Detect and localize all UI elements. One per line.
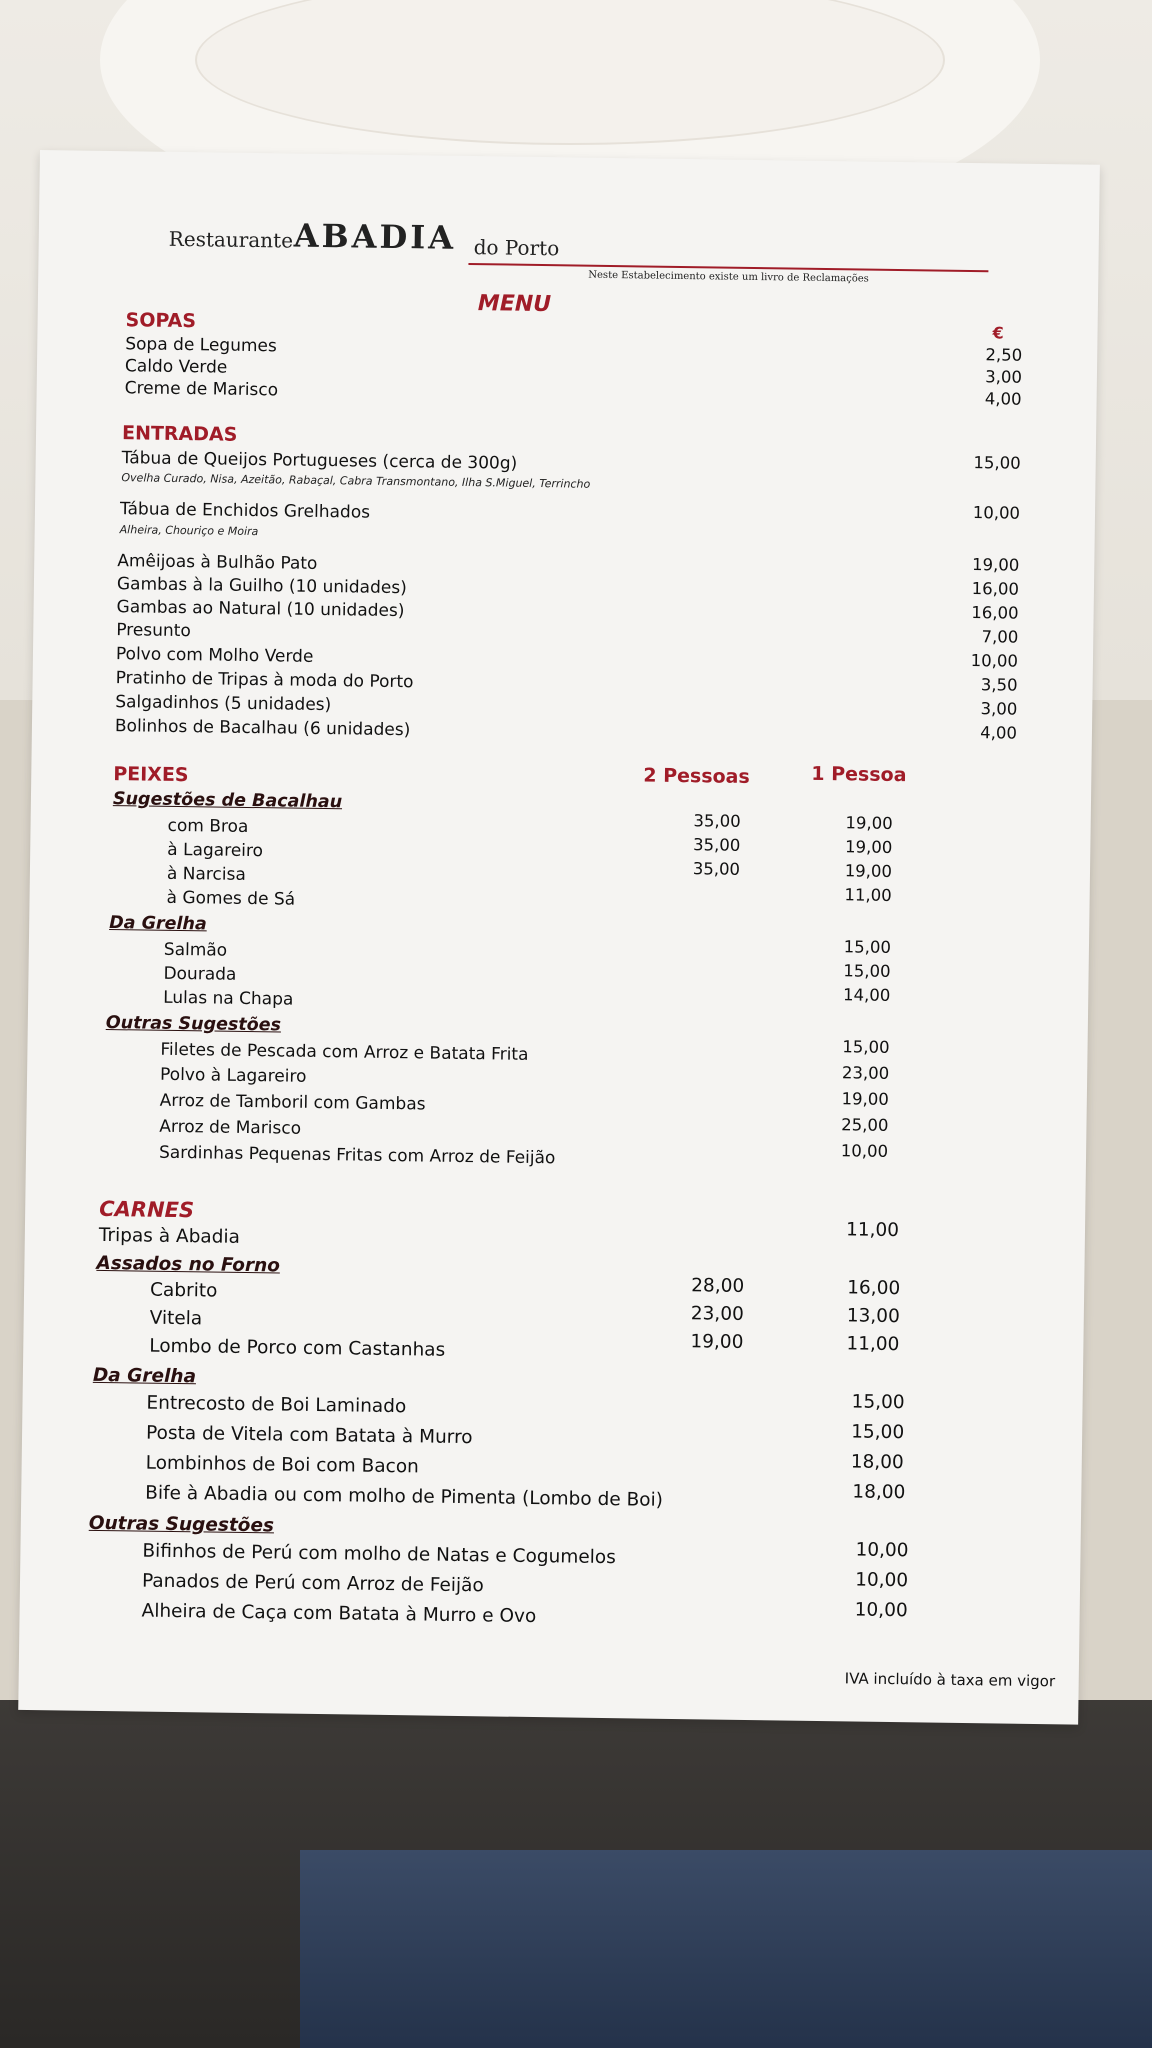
menu-item: Entrecosto de Boi Laminado <box>146 1392 407 1418</box>
menu-item: Lombo de Porco com Castanhas <box>149 1335 446 1361</box>
item-note: Alheira, Chouriço e Moira <box>119 523 259 539</box>
menu-item: Pratinho de Tripas à moda do Porto <box>115 668 414 693</box>
currency-symbol: € <box>992 323 1004 343</box>
menu-item: com Broa <box>167 815 249 837</box>
subsection-da-grelha: Da Grelha <box>92 1364 197 1388</box>
item-price-one: 10,00 <box>855 1539 909 1562</box>
section-title-sopas: SOPAS <box>125 309 197 333</box>
menu-item: Presunto <box>116 620 191 642</box>
menu-item: Bolinhos de Bacalhau (6 unidades) <box>114 716 411 741</box>
item-price-one: 18,00 <box>850 1451 904 1474</box>
item-price-one: 13,00 <box>846 1305 900 1328</box>
menu-item: à Lagareiro <box>167 839 264 862</box>
item-price: 4,00 <box>980 723 1018 743</box>
menu-item: à Gomes de Sá <box>166 887 296 910</box>
menu-item: Caldo Verde <box>124 356 228 378</box>
item-price: 16,00 <box>971 603 1019 623</box>
menu-item: Lulas na Chapa <box>163 987 294 1010</box>
item-price-one: 19,00 <box>844 861 893 881</box>
menu-item: Salmão <box>163 939 228 961</box>
brand-suffix: do Porto <box>473 235 560 261</box>
item-price-one: 11,00 <box>846 1333 900 1356</box>
menu-item: Amêijoas à Bulhão Pato <box>117 551 318 574</box>
menu-item: Sopa de Legumes <box>125 334 277 357</box>
menu-item: Dourada <box>163 963 237 985</box>
tax-note: IVA incluído à taxa em vigor <box>844 1669 1056 1691</box>
item-price-one: 15,00 <box>842 1037 890 1057</box>
menu-item: Tripas à Abadia <box>98 1224 241 1248</box>
menu-item: Vitela <box>149 1307 203 1330</box>
column-header-one-person: 1 Pessoa <box>811 762 907 787</box>
item-price: 10,00 <box>972 503 1021 523</box>
subsection-assados-no-forno: Assados no Forno <box>96 1252 281 1277</box>
menu-item: Polvo à Lagareiro <box>159 1064 307 1087</box>
item-price-one: 15,00 <box>851 1421 905 1444</box>
jeans-fabric <box>300 1850 1152 2048</box>
item-price-one: 19,00 <box>845 813 893 833</box>
item-price-two: 35,00 <box>693 811 741 831</box>
menu-item: Arroz de Marisco <box>159 1116 302 1139</box>
item-price-one: 25,00 <box>841 1115 889 1135</box>
item-price-two: 28,00 <box>691 1275 745 1297</box>
item-price-one: 15,00 <box>851 1391 905 1414</box>
item-price-two: 19,00 <box>690 1331 744 1353</box>
item-price-one: 16,00 <box>847 1277 901 1300</box>
item-price-one: 15,00 <box>843 961 891 981</box>
menu-sheet <box>18 150 1100 1725</box>
menu-item: Polvo com Molho Verde <box>115 644 314 667</box>
item-price-one: 19,00 <box>841 1089 889 1109</box>
item-price-one: 11,00 <box>844 885 892 905</box>
column-header-two-persons: 2 Pessoas <box>643 764 750 788</box>
menu-item: Lombinhos de Boi com Bacon <box>145 1452 419 1478</box>
item-price: 2,50 <box>985 345 1023 365</box>
section-title-entradas: ENTRADAS <box>121 422 238 446</box>
item-price-one: 10,00 <box>854 1569 909 1592</box>
menu-title: MENU <box>477 291 552 318</box>
menu-item: Alheira de Caça com Batata à Murro e Ovo <box>141 1600 537 1628</box>
item-price-two: 23,00 <box>690 1303 744 1325</box>
menu-item: Bife à Abadia ou com molho de Pimenta (Lombo de Boi) <box>145 1482 664 1511</box>
subsection-bacalhau: Sugestões de Bacalhau <box>112 789 343 813</box>
subsection-outras-sugestoes: Outras Sugestões <box>88 1512 275 1537</box>
item-price-one: 19,00 <box>844 837 893 857</box>
item-price-one: 10,00 <box>840 1141 889 1161</box>
menu-item: Gambas à la Guilho (10 unidades) <box>116 574 407 599</box>
item-note: Ovelha Curado, Nisa, Azeitão, Rabaçal, Cabra Transmontano, Ilha S.Miguel, Terrincho <box>121 471 591 491</box>
subsection-da-grelha: Da Grelha <box>109 913 207 935</box>
item-price-two: 35,00 <box>692 835 741 855</box>
item-price-one: 15,00 <box>843 937 892 957</box>
brand-prefix: Restaurante <box>168 226 294 253</box>
complaints-note: Neste Estabelecimento existe um livro de Reclamações <box>588 269 869 285</box>
section-title-carnes: CARNES <box>99 1196 195 1223</box>
item-price-one: 11,00 <box>845 1219 900 1242</box>
item-price: 3,00 <box>980 699 1018 719</box>
menu-item: Tábua de Enchidos Grelhados <box>119 499 371 523</box>
restaurant-header <box>168 207 1049 299</box>
brand-name: ABADIA <box>293 216 457 257</box>
item-price: 19,00 <box>971 555 1020 575</box>
item-price: 3,50 <box>980 675 1018 695</box>
item-price: 15,00 <box>973 453 1021 473</box>
menu-item: Filetes de Pescada com Arroz e Batata Frita <box>160 1039 529 1065</box>
menu-item: Tábua de Queijos Portugueses (cerca de 300g) <box>121 448 518 474</box>
item-price: 7,00 <box>981 627 1019 647</box>
item-price-one: 14,00 <box>842 985 891 1005</box>
item-price: 4,00 <box>984 389 1022 409</box>
item-price: 16,00 <box>971 579 1020 599</box>
menu-item: Sardinhas Pequenas Fritas com Arroz de Feijão <box>158 1142 556 1169</box>
menu-item: Cabrito <box>149 1279 218 1302</box>
item-price-one: 10,00 <box>854 1599 908 1622</box>
menu-item: Gambas ao Natural (10 unidades) <box>116 597 405 622</box>
menu-item: Bifinhos de Perú com molho de Natas e Cogumelos <box>142 1540 616 1569</box>
menu-item: Creme de Marisco <box>124 378 279 401</box>
menu-item: Posta de Vitela com Batata à Murro <box>145 1422 473 1449</box>
item-price-two: 35,00 <box>692 859 741 879</box>
item-price: 3,00 <box>985 367 1023 387</box>
section-title-peixes: PEIXES <box>113 763 189 787</box>
item-price-one: 23,00 <box>841 1063 890 1083</box>
menu-item: Panados de Perú com Arroz de Feijão <box>141 1570 484 1597</box>
item-price-one: 18,00 <box>852 1481 906 1504</box>
subsection-outras-sugestoes: Outras Sugestões <box>105 1013 282 1036</box>
menu-item: Arroz de Tamboril com Gambas <box>159 1090 426 1115</box>
menu-item: à Narcisa <box>166 863 246 885</box>
item-price: 10,00 <box>970 651 1019 671</box>
menu-item: Salgadinhos (5 unidades) <box>115 692 332 716</box>
